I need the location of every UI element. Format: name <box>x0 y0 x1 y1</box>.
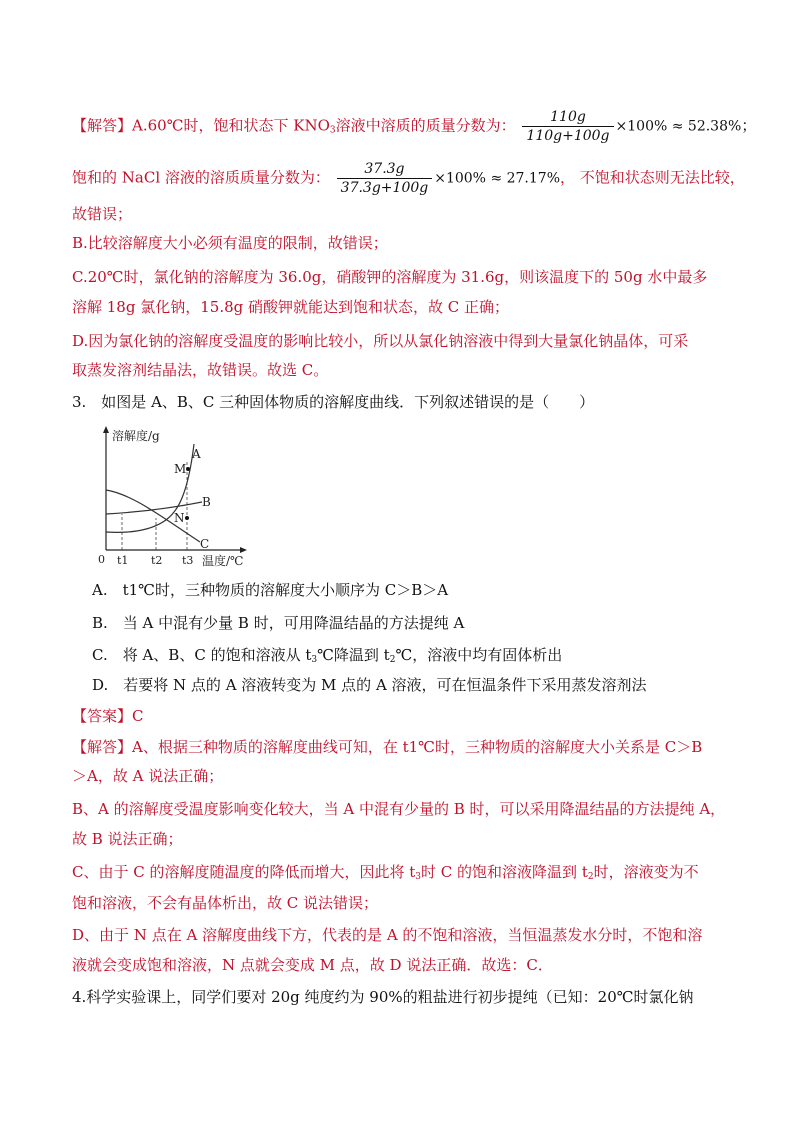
q2-analysis-d-2: 取蒸发溶剂结晶法，故错误。故选 C。 <box>72 361 329 379</box>
point-m <box>186 467 190 471</box>
q3-option-c: C. 将 A、B、C 的饱和溶液从 $t_3℃$降温到 $t_2℃$，溶液中均有固体析出 <box>92 646 563 665</box>
q3-analysis-7: D、由于 N 点在 A 溶解度曲线下方，代表的是 A 的不饱和溶液，当恒温蒸发水分时，不饱和溶 <box>72 926 703 944</box>
fraction-kno3: $\frac{110g}{110g+100g}$ <box>522 108 613 145</box>
label-b: B <box>202 495 211 509</box>
q3-analysis-1: 【解答】A、根据三种物质的溶解度曲线可知，在 t1℃时，三种物质的溶解度大小关系是 C＞B <box>72 738 703 756</box>
q2-analysis-a-end: 故错误； <box>72 205 133 223</box>
tick-t2: t2 <box>151 554 163 567</box>
fraction-nacl: $\frac{37.3g}{37.3g+100g}$ <box>337 160 433 197</box>
label-n: N <box>174 511 185 525</box>
q2-analysis-c-2: 溶解 18g 氯化钠，15.8g 硝酸钾就能达到饱和状态，故 C 正确； <box>72 298 510 316</box>
q3-analysis-2: ＞A，故 A 说法正确； <box>72 767 224 785</box>
tick-t3: t3 <box>182 554 194 567</box>
q3-analysis-8: 液就会变成饱和溶液，N 点就会变成 M 点，故 D 说法正确．故选：C． <box>72 956 553 974</box>
q3-stem: 3. 如图是 A、B、C 三种固体物质的溶解度曲线．下列叙述错误的是（ ） <box>72 393 595 411</box>
x-axis-label: 温度/℃ <box>202 554 244 568</box>
label-c: C <box>200 537 210 551</box>
solubility-chart <box>92 422 262 572</box>
q3-answer: 【答案】C <box>72 707 144 725</box>
q4-stem: 4.科学实验课上，同学们要对 20g 纯度约为 90%的粗盐进行初步提纯（已知：20℃时氯化钠 <box>72 988 694 1006</box>
q2-analysis-b: B.比较溶解度大小必须有温度的限制，故错误； <box>72 234 388 252</box>
y-axis-label: 溶解度/g <box>112 429 160 443</box>
y-axis-arrow <box>103 426 109 433</box>
q3-analysis-5: C、由于 C 的溶解度随温度的降低而增大，因此将 $t_3$时 C 的饱和溶液降温到 $t_2$时，溶液变为不 <box>72 863 699 882</box>
q2-analysis-nacl-line: 饱和的 NaCl 溶液的溶质质量分数为： $\frac{37.3g}{37.3g+100g}$ ×100% ≈ 27.17%， 不饱和状态则无法比较， <box>72 161 745 196</box>
origin-label: 0 <box>98 553 105 566</box>
point-n <box>185 516 189 520</box>
q3-analysis-6: 饱和溶液，不会有晶体析出，故 C 说法错误； <box>72 894 379 912</box>
curve-c <box>106 490 200 542</box>
analysis-lead: 【解答】 <box>72 116 133 135</box>
q3-option-d: D. 若要将 N 点的 A 溶液转变为 M 点的 A 溶液，可在恒温条件下采用蒸发溶剂法 <box>92 676 647 694</box>
x-axis-arrow <box>240 547 247 553</box>
q2-analysis-d-1: D.因为氯化钠的溶解度受温度的影响比较小，所以从氯化钠溶液中得到大量氯化钠晶体，可采 <box>72 332 689 350</box>
q3-option-a: A. t1℃时，三种物质的溶解度大小顺序为 C＞B＞A <box>92 581 449 599</box>
q2-analysis-c-1: C.20℃时，氯化钠的溶解度为 36.0g，硝酸钾的溶解度为 31.6g，则该温度下的 50g 水中最多 <box>72 268 708 286</box>
q3-analysis-4: 故 B 说法正确； <box>72 830 183 848</box>
q2-analysis-a-line: 【解答】A.60℃时，饱和状态下 $KNO_3$溶液中溶质的质量分数为： $\frac{110g}{110g+100g}$ ×100% ≈ 52.38%； <box>72 109 757 144</box>
label-m: M <box>174 462 187 476</box>
q3-analysis-3: B、A 的溶解度受温度影响变化较大，当 A 中混有少量的 B 时，可以采用降温结晶的方法提纯 A， <box>72 800 726 818</box>
label-a: A <box>192 447 201 461</box>
tick-t1: t1 <box>117 554 129 567</box>
q3-option-b: B. 当 A 中混有少量 B 时，可用降温结晶的方法提纯 A <box>92 614 465 632</box>
